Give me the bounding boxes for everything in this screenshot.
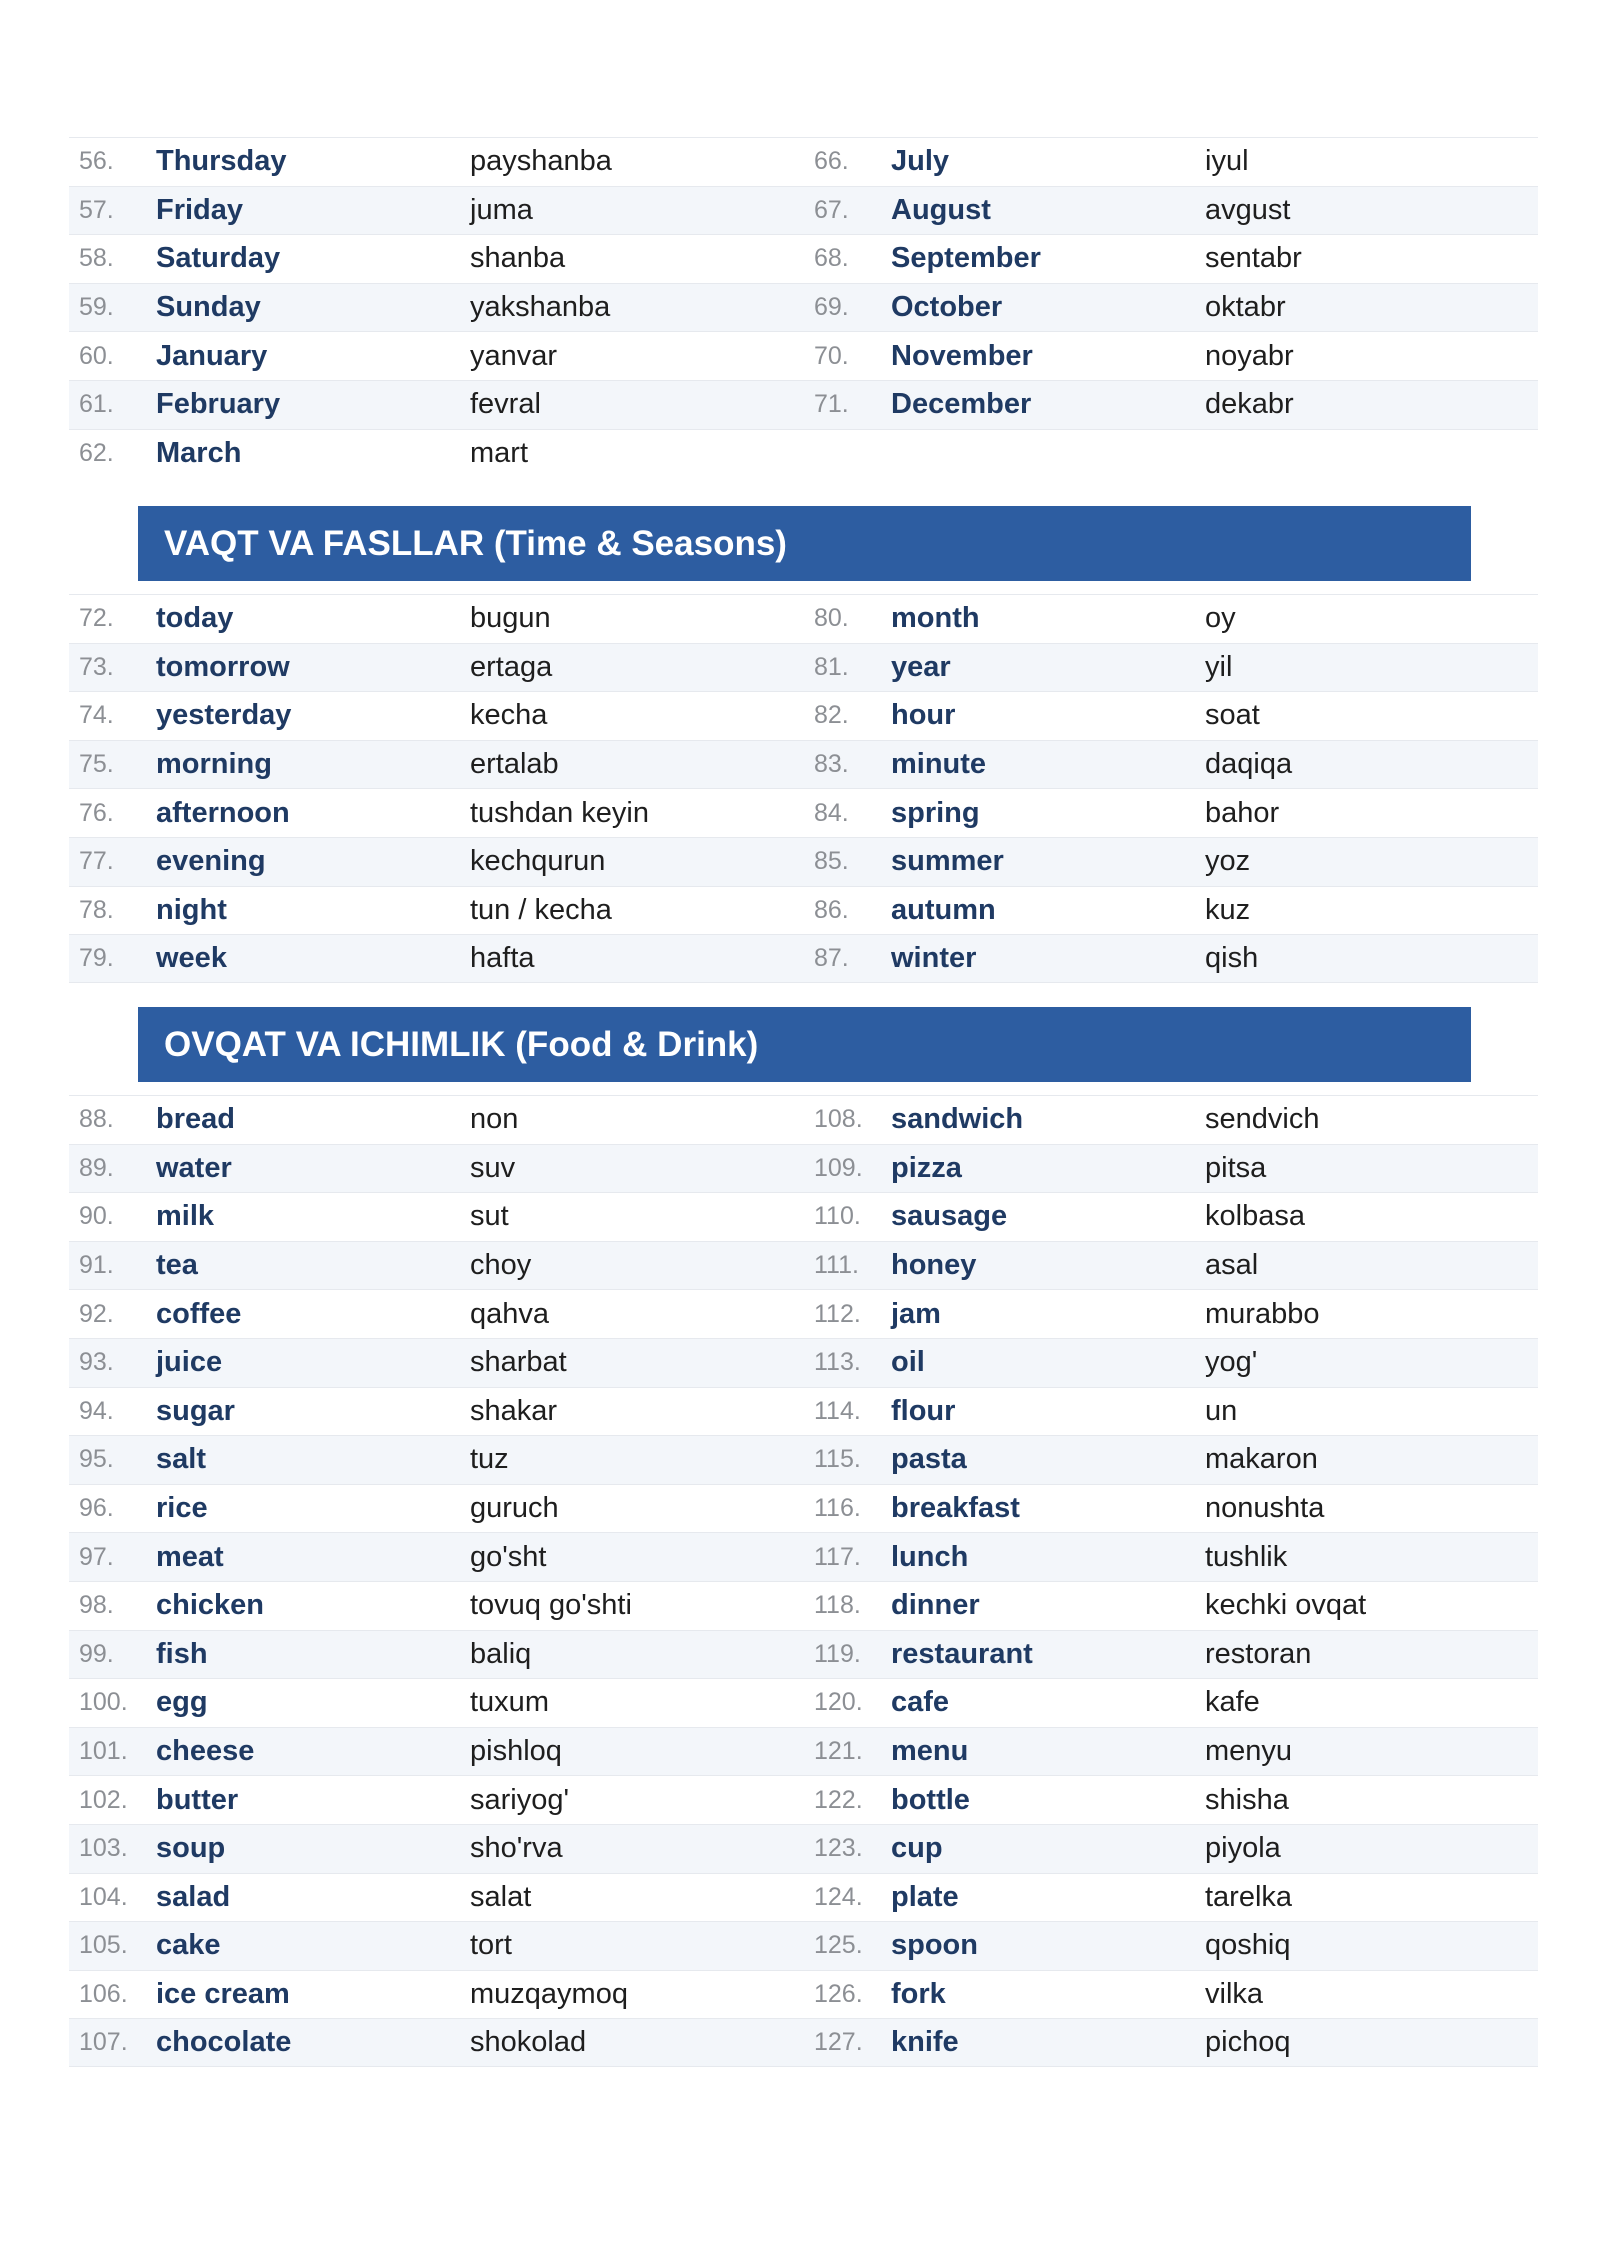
uzbek-translation: avgust [1205, 193, 1291, 226]
english-word: winter [891, 941, 977, 974]
english-word: jam [891, 1297, 941, 1330]
entry-number: 99. [79, 1639, 114, 1668]
vocab-row [69, 1581, 1538, 1630]
entry-number: 109. [814, 1153, 863, 1182]
entry-number: 102. [79, 1785, 128, 1814]
vocab-row [69, 1921, 1538, 1970]
entry-number: 69. [814, 293, 849, 322]
entry-number: 106. [79, 1979, 128, 2008]
entry-number: 84. [814, 798, 849, 827]
english-word: cafe [891, 1686, 950, 1719]
english-word: hour [891, 699, 956, 732]
entry-number: 76. [79, 798, 114, 827]
english-word: juice [156, 1346, 223, 1379]
english-word: week [156, 941, 227, 974]
english-word: September [891, 242, 1041, 275]
entry-number: 60. [79, 341, 114, 370]
vocab-row [69, 2018, 1538, 2067]
english-word: restaurant [891, 1637, 1033, 1670]
entry-number: 89. [79, 1153, 114, 1182]
vocab-row [69, 1532, 1538, 1581]
vocab-row [69, 1289, 1538, 1338]
vocab-row [69, 934, 1538, 983]
entry-number: 120. [814, 1688, 863, 1717]
entry-number: 78. [79, 895, 114, 924]
vocab-row [69, 788, 1538, 837]
english-word: sausage [891, 1200, 1008, 1233]
uzbek-translation: kolbasa [1205, 1200, 1305, 1233]
uzbek-translation: qahva [470, 1297, 550, 1330]
english-word: ice cream [156, 1977, 290, 2010]
english-word: bottle [891, 1783, 970, 1816]
entry-number: 116. [814, 1494, 861, 1523]
entry-number: 127. [814, 2028, 863, 2057]
uzbek-translation: menyu [1205, 1735, 1293, 1768]
uzbek-translation: murabbo [1205, 1297, 1320, 1330]
vocab-row [69, 886, 1538, 935]
entry-number: 66. [814, 147, 849, 176]
entry-number: 74. [79, 701, 114, 730]
english-word: evening [156, 845, 266, 878]
uzbek-translation: shokolad [470, 2026, 587, 2059]
english-word: Sunday [156, 291, 261, 324]
english-word: meat [156, 1540, 224, 1573]
entry-number: 126. [814, 1979, 863, 2008]
entry-number: 71. [814, 390, 849, 419]
uzbek-translation: nonushta [1205, 1492, 1325, 1525]
vocab-row [69, 1630, 1538, 1679]
uzbek-translation: vilka [1205, 1977, 1264, 2010]
english-word: afternoon [156, 796, 290, 829]
entry-number: 62. [79, 438, 114, 467]
uzbek-translation: kecha [470, 699, 548, 732]
vocab-row [69, 1824, 1538, 1873]
english-word: water [156, 1151, 232, 1184]
uzbek-translation: tuz [470, 1443, 509, 1476]
vocab-row [69, 594, 1538, 643]
uzbek-translation: tovuq go'shti [470, 1589, 632, 1622]
english-word: month [891, 602, 980, 635]
entry-number: 103. [79, 1834, 128, 1863]
uzbek-translation: tushlik [1205, 1540, 1288, 1573]
entry-number: 86. [814, 895, 849, 924]
vocab-row [69, 137, 1538, 186]
english-word: July [891, 145, 950, 178]
vocab-row [69, 234, 1538, 283]
english-word: November [891, 339, 1033, 372]
uzbek-translation: un [1205, 1394, 1238, 1427]
vocab-row [69, 1435, 1538, 1484]
english-word: night [156, 893, 227, 926]
uzbek-translation: mart [470, 436, 528, 469]
english-word: fish [156, 1637, 208, 1670]
entry-number: 117. [814, 1542, 861, 1571]
entry-number: 88. [79, 1105, 114, 1134]
english-word: August [891, 193, 991, 226]
entry-number: 61. [79, 390, 114, 419]
entry-number: 82. [814, 701, 849, 730]
english-word: menu [891, 1735, 969, 1768]
english-word: milk [156, 1200, 215, 1233]
uzbek-translation: oktabr [1205, 291, 1286, 324]
vocab-row [69, 740, 1538, 789]
entry-number: 68. [814, 244, 849, 273]
entry-number: 119. [814, 1639, 861, 1668]
section-header-time-seasons: VAQT VA FASLLAR (Time & Seasons) [138, 506, 1471, 581]
english-word: year [891, 650, 951, 683]
entry-number: 107. [79, 2028, 128, 2057]
uzbek-translation: kechqurun [470, 845, 606, 878]
entry-number: 114. [814, 1396, 861, 1425]
english-word: oil [891, 1346, 925, 1379]
uzbek-translation: makaron [1205, 1443, 1318, 1476]
english-word: pizza [891, 1151, 962, 1184]
entry-number: 112. [814, 1299, 861, 1328]
uzbek-translation: non [470, 1103, 519, 1136]
english-word: dinner [891, 1589, 980, 1622]
uzbek-translation: yakshanba [470, 291, 611, 324]
uzbek-translation: yoz [1205, 845, 1251, 878]
uzbek-translation: pitsa [1205, 1151, 1267, 1184]
uzbek-translation: asal [1205, 1249, 1259, 1282]
uzbek-translation: tushdan keyin [470, 796, 649, 829]
entry-number: 75. [79, 750, 114, 779]
entry-number: 115. [814, 1445, 861, 1474]
english-word: plate [891, 1880, 959, 1913]
english-word: spring [891, 796, 980, 829]
english-word: bread [156, 1103, 235, 1136]
entry-number: 80. [814, 604, 849, 633]
uzbek-translation: qish [1205, 941, 1259, 974]
english-word: February [156, 388, 281, 421]
vocab-row [69, 1873, 1538, 1922]
uzbek-translation: tun / kecha [470, 893, 612, 926]
uzbek-translation: oy [1205, 602, 1236, 635]
entry-number: 77. [79, 847, 114, 876]
vocab-row [69, 1387, 1538, 1436]
uzbek-translation: shakar [470, 1394, 558, 1427]
english-word: today [156, 602, 234, 635]
entry-number: 58. [79, 244, 114, 273]
vocab-row [69, 837, 1538, 886]
entry-number: 72. [79, 604, 114, 633]
english-word: sandwich [891, 1103, 1024, 1136]
english-word: pasta [891, 1443, 967, 1476]
english-word: minute [891, 748, 987, 781]
uzbek-translation: hafta [470, 941, 535, 974]
vocab-row [69, 1095, 1538, 1144]
entry-number: 97. [79, 1542, 114, 1571]
uzbek-translation: restoran [1205, 1637, 1312, 1670]
vocab-row [69, 1678, 1538, 1727]
entry-number: 118. [814, 1591, 861, 1620]
uzbek-translation: shanba [470, 242, 566, 275]
entry-number: 83. [814, 750, 849, 779]
entry-number: 101. [79, 1737, 128, 1766]
entry-number: 92. [79, 1299, 114, 1328]
english-word: January [156, 339, 268, 372]
english-word: lunch [891, 1540, 969, 1573]
english-word: cup [891, 1832, 943, 1865]
english-word: sugar [156, 1394, 235, 1427]
uzbek-translation: fevral [470, 388, 541, 421]
section-header-food-drink: OVQAT VA ICHIMLIK (Food & Drink) [138, 1007, 1471, 1082]
entry-number: 57. [79, 195, 114, 224]
uzbek-translation: go'sht [470, 1540, 547, 1573]
uzbek-translation: juma [470, 193, 533, 226]
uzbek-translation: kuz [1205, 893, 1251, 926]
entry-number: 93. [79, 1348, 114, 1377]
uzbek-translation: payshanba [470, 145, 612, 178]
vocab-row [69, 643, 1538, 692]
entry-number: 79. [79, 943, 114, 972]
english-word: Thursday [156, 145, 287, 178]
uzbek-translation: yog' [1205, 1346, 1258, 1379]
entry-number: 70. [814, 341, 849, 370]
entry-number: 100. [79, 1688, 128, 1717]
vocab-row [69, 283, 1538, 332]
entry-number: 67. [814, 195, 849, 224]
english-word: honey [891, 1249, 977, 1282]
vocab-row [69, 1970, 1538, 2019]
uzbek-translation: salat [470, 1880, 532, 1913]
vocab-table-time-seasons [69, 594, 1538, 983]
english-word: tea [156, 1249, 198, 1282]
uzbek-translation: sendvich [1205, 1103, 1320, 1136]
vocab-table-days-months [69, 137, 1538, 477]
vocab-row [69, 1241, 1538, 1290]
entry-number: 81. [814, 652, 849, 681]
english-word: egg [156, 1686, 208, 1719]
uzbek-translation: ertalab [470, 748, 559, 781]
uzbek-translation: bahor [1205, 796, 1280, 829]
vocab-row [69, 1484, 1538, 1533]
entry-number: 123. [814, 1834, 863, 1863]
vocab-row [69, 691, 1538, 740]
english-word: spoon [891, 1929, 978, 1962]
english-word: coffee [156, 1297, 242, 1330]
entry-number: 85. [814, 847, 849, 876]
english-word: summer [891, 845, 1004, 878]
entry-number: 111. [814, 1251, 859, 1280]
uzbek-translation: qoshiq [1205, 1929, 1291, 1962]
entry-number: 110. [814, 1202, 861, 1231]
uzbek-translation: pishloq [470, 1735, 562, 1768]
uzbek-translation: muzqaymoq [470, 1977, 628, 2010]
uzbek-translation: daqiqa [1205, 748, 1293, 781]
entry-number: 113. [814, 1348, 861, 1377]
entry-number: 124. [814, 1882, 863, 1911]
vocab-row [69, 429, 1538, 478]
english-word: tomorrow [156, 650, 290, 683]
english-word: chocolate [156, 2026, 292, 2059]
entry-number: 98. [79, 1591, 114, 1620]
english-word: Saturday [156, 242, 281, 275]
entry-number: 91. [79, 1251, 114, 1280]
uzbek-translation: baliq [470, 1637, 532, 1670]
uzbek-translation: choy [470, 1249, 532, 1282]
vocab-row [69, 1727, 1538, 1776]
english-word: soup [156, 1832, 226, 1865]
uzbek-translation: ertaga [470, 650, 553, 683]
english-word: breakfast [891, 1492, 1020, 1525]
uzbek-translation: noyabr [1205, 339, 1294, 372]
entry-number: 95. [79, 1445, 114, 1474]
uzbek-translation: yil [1205, 650, 1233, 683]
vocab-row [69, 331, 1538, 380]
uzbek-translation: tarelka [1205, 1880, 1293, 1913]
vocab-row [69, 1338, 1538, 1387]
entry-number: 87. [814, 943, 849, 972]
vocab-row [69, 380, 1538, 429]
uzbek-translation: kafe [1205, 1686, 1260, 1719]
english-word: cheese [156, 1735, 255, 1768]
vocab-table-food-drink [69, 1095, 1538, 2067]
english-word: Friday [156, 193, 244, 226]
vocab-row [69, 1192, 1538, 1241]
uzbek-translation: sho'rva [470, 1832, 563, 1865]
english-word: October [891, 291, 1003, 324]
english-word: knife [891, 2026, 959, 2059]
entry-number: 125. [814, 1931, 863, 1960]
vocab-row [69, 1144, 1538, 1193]
uzbek-translation: tuxum [470, 1686, 549, 1719]
vocab-row [69, 186, 1538, 235]
entry-number: 59. [79, 293, 114, 322]
uzbek-translation: kechki ovqat [1205, 1589, 1367, 1622]
uzbek-translation: iyul [1205, 145, 1249, 178]
entry-number: 56. [79, 147, 114, 176]
uzbek-translation: dekabr [1205, 388, 1294, 421]
uzbek-translation: piyola [1205, 1832, 1281, 1865]
vocab-row [69, 1775, 1538, 1824]
english-word: salt [156, 1443, 206, 1476]
english-word: March [156, 436, 242, 469]
entry-number: 94. [79, 1396, 114, 1425]
uzbek-translation: sariyog' [470, 1783, 570, 1816]
english-word: cake [156, 1929, 221, 1962]
entry-number: 121. [814, 1737, 863, 1766]
english-word: salad [156, 1880, 231, 1913]
entry-number: 108. [814, 1105, 863, 1134]
entry-number: 90. [79, 1202, 114, 1231]
uzbek-translation: sharbat [470, 1346, 567, 1379]
uzbek-translation: tort [470, 1929, 512, 1962]
uzbek-translation: shisha [1205, 1783, 1289, 1816]
english-word: flour [891, 1394, 956, 1427]
entry-number: 96. [79, 1494, 114, 1523]
uzbek-translation: sut [470, 1200, 509, 1233]
uzbek-translation: guruch [470, 1492, 559, 1525]
english-word: butter [156, 1783, 239, 1816]
english-word: chicken [156, 1589, 264, 1622]
english-word: yesterday [156, 699, 292, 732]
uzbek-translation: yanvar [470, 339, 558, 372]
uzbek-translation: suv [470, 1151, 516, 1184]
uzbek-translation: soat [1205, 699, 1260, 732]
entry-number: 73. [79, 652, 114, 681]
uzbek-translation: pichoq [1205, 2026, 1291, 2059]
uzbek-translation: sentabr [1205, 242, 1302, 275]
english-word: morning [156, 748, 272, 781]
english-word: December [891, 388, 1032, 421]
english-word: rice [156, 1492, 208, 1525]
english-word: autumn [891, 893, 996, 926]
entry-number: 105. [79, 1931, 128, 1960]
uzbek-translation: bugun [470, 602, 551, 635]
entry-number: 122. [814, 1785, 863, 1814]
english-word: fork [891, 1977, 946, 2010]
entry-number: 104. [79, 1882, 128, 1911]
